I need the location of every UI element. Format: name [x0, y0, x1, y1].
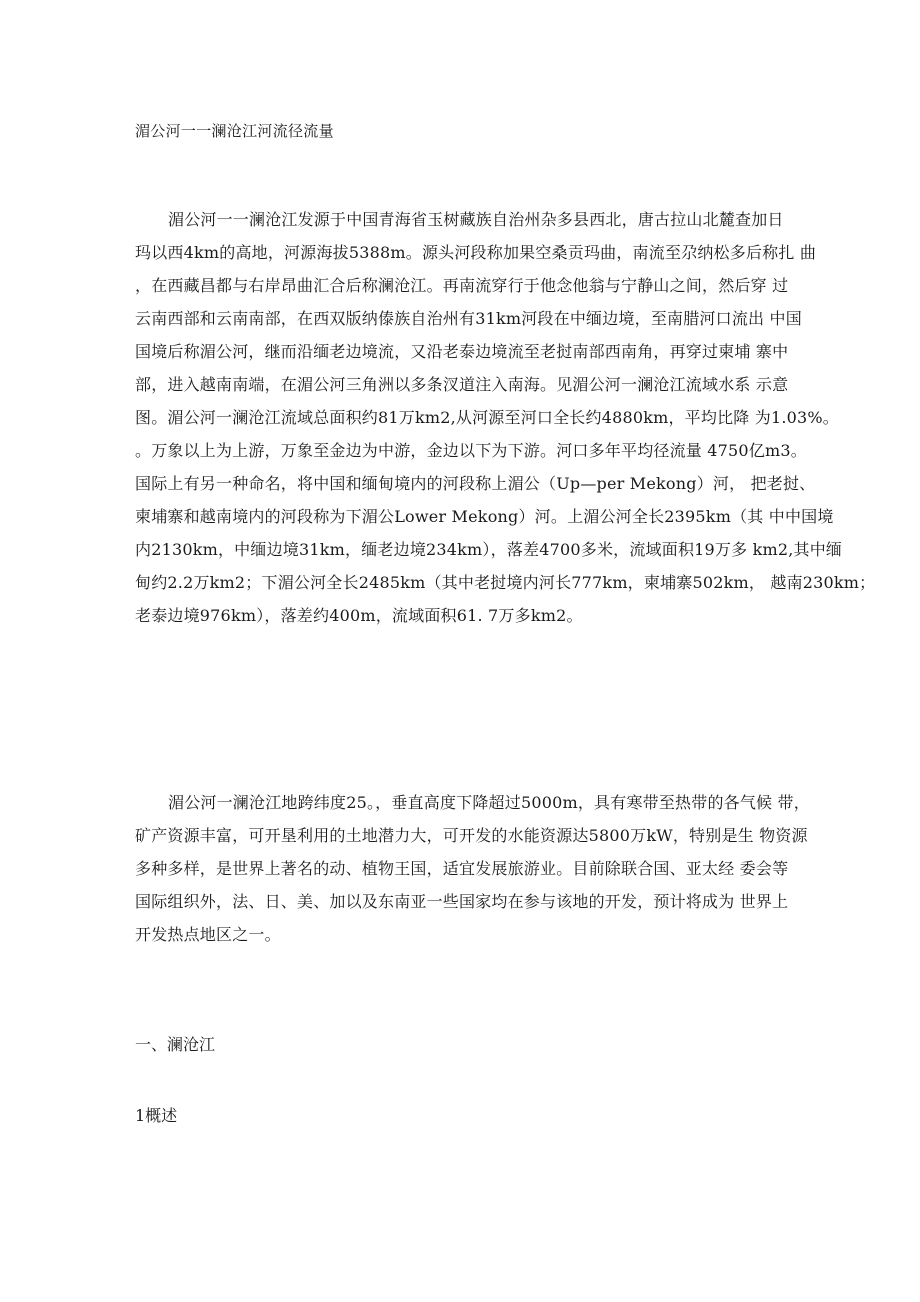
paragraph-line: 甸约2.2万km2；下湄公河全长2485km（其中老挝境内河长777km，柬埔寨502km， 越南230km； — [135, 573, 876, 592]
document-title: 湄公河一一澜沧江河流径流量 — [135, 122, 334, 140]
paragraph-line: 云南西部和云南南部，在西双版纳傣族自治州有31km河段在中缅边境，至南腊河口流出 中国 — [135, 309, 802, 328]
paragraph-line: 玛以西4km的高地，河源海拔5388m。源头河段称加果空桑贡玛曲，南流至尕纳松多后称扎 曲 — [135, 243, 817, 262]
paragraph-line: 图。湄公河一澜沧江流域总面积约81万km2,从河源至河口全长约4880km，平均比降 为1.03%。 — [135, 408, 839, 427]
paragraph-line: 开发热点地区之一。 — [135, 925, 281, 944]
paragraph-line: 湄公河一一澜沧江发源于中国青海省玉树藏族自治州杂多县西北，唐古拉山北麓查加日 — [168, 210, 784, 229]
paragraph-resources — [135, 786, 810, 951]
paragraph-line: 国境后称湄公河，继而沿缅老边境流，又沿老泰边境流至老挝南部西南角，再穿过柬埔 寨中 — [135, 342, 789, 361]
paragraph-overview — [135, 203, 876, 632]
paragraph-line: 湄公河一澜沧江地跨纬度25。，垂直高度下降超过5000m，具有寒带至热带的各气候 带， — [168, 793, 810, 812]
paragraph-line: 国际组织外，法、日、美、加以及东南亚一些国家均在参与该地的开发，预计将成为 世界上 — [135, 892, 789, 911]
paragraph-line: 老泰边境976km），落差约400m，流域面积61. 7万多km2。 — [135, 606, 583, 625]
section-heading: 一、澜沧江 — [135, 1035, 216, 1054]
paragraph-line: 内2130km，中缅边境31km，缅老边境234km），落差4700多米，流域面积19万多 km2,其中缅 — [135, 540, 843, 559]
paragraph-line: 多种多样，是世界上著名的动、植物王国，适宜发展旅游业。目前除联合国、亚太经 委会等 — [135, 859, 789, 878]
paragraph-line: 部，进入越南南端，在湄公河三角洲以多条汊道注入南海。见湄公河一澜沧江流域水系 示意 — [135, 375, 789, 394]
paragraph-line: 矿产资源丰富，可开垦利用的土地潜力大，可开发的水能资源达5800万kW，特别是生 物资源 — [135, 826, 808, 845]
paragraph-line: 柬埔寨和越南境内的河段称为下湄公Lower Mekong）河。上湄公河全长2395km（其 中中国境 — [135, 507, 834, 526]
paragraph-line: 国际上有另一种命名，将中国和缅甸境内的河段称上湄公（Up—per Mekong）河， 把老挝、 — [135, 474, 816, 493]
paragraph-line: ，在西藏昌都与右岸昂曲汇合后称澜沧江。再南流穿行于他念他翁与宁静山之间，然后穿 过 — [135, 276, 789, 295]
subsection-heading: 1概述 — [135, 1106, 178, 1125]
paragraph-line: 。万象以上为上游，万象至金边为中游，金边以下为下游。河口多年平均径流量 4750亿m3。 — [135, 441, 807, 460]
